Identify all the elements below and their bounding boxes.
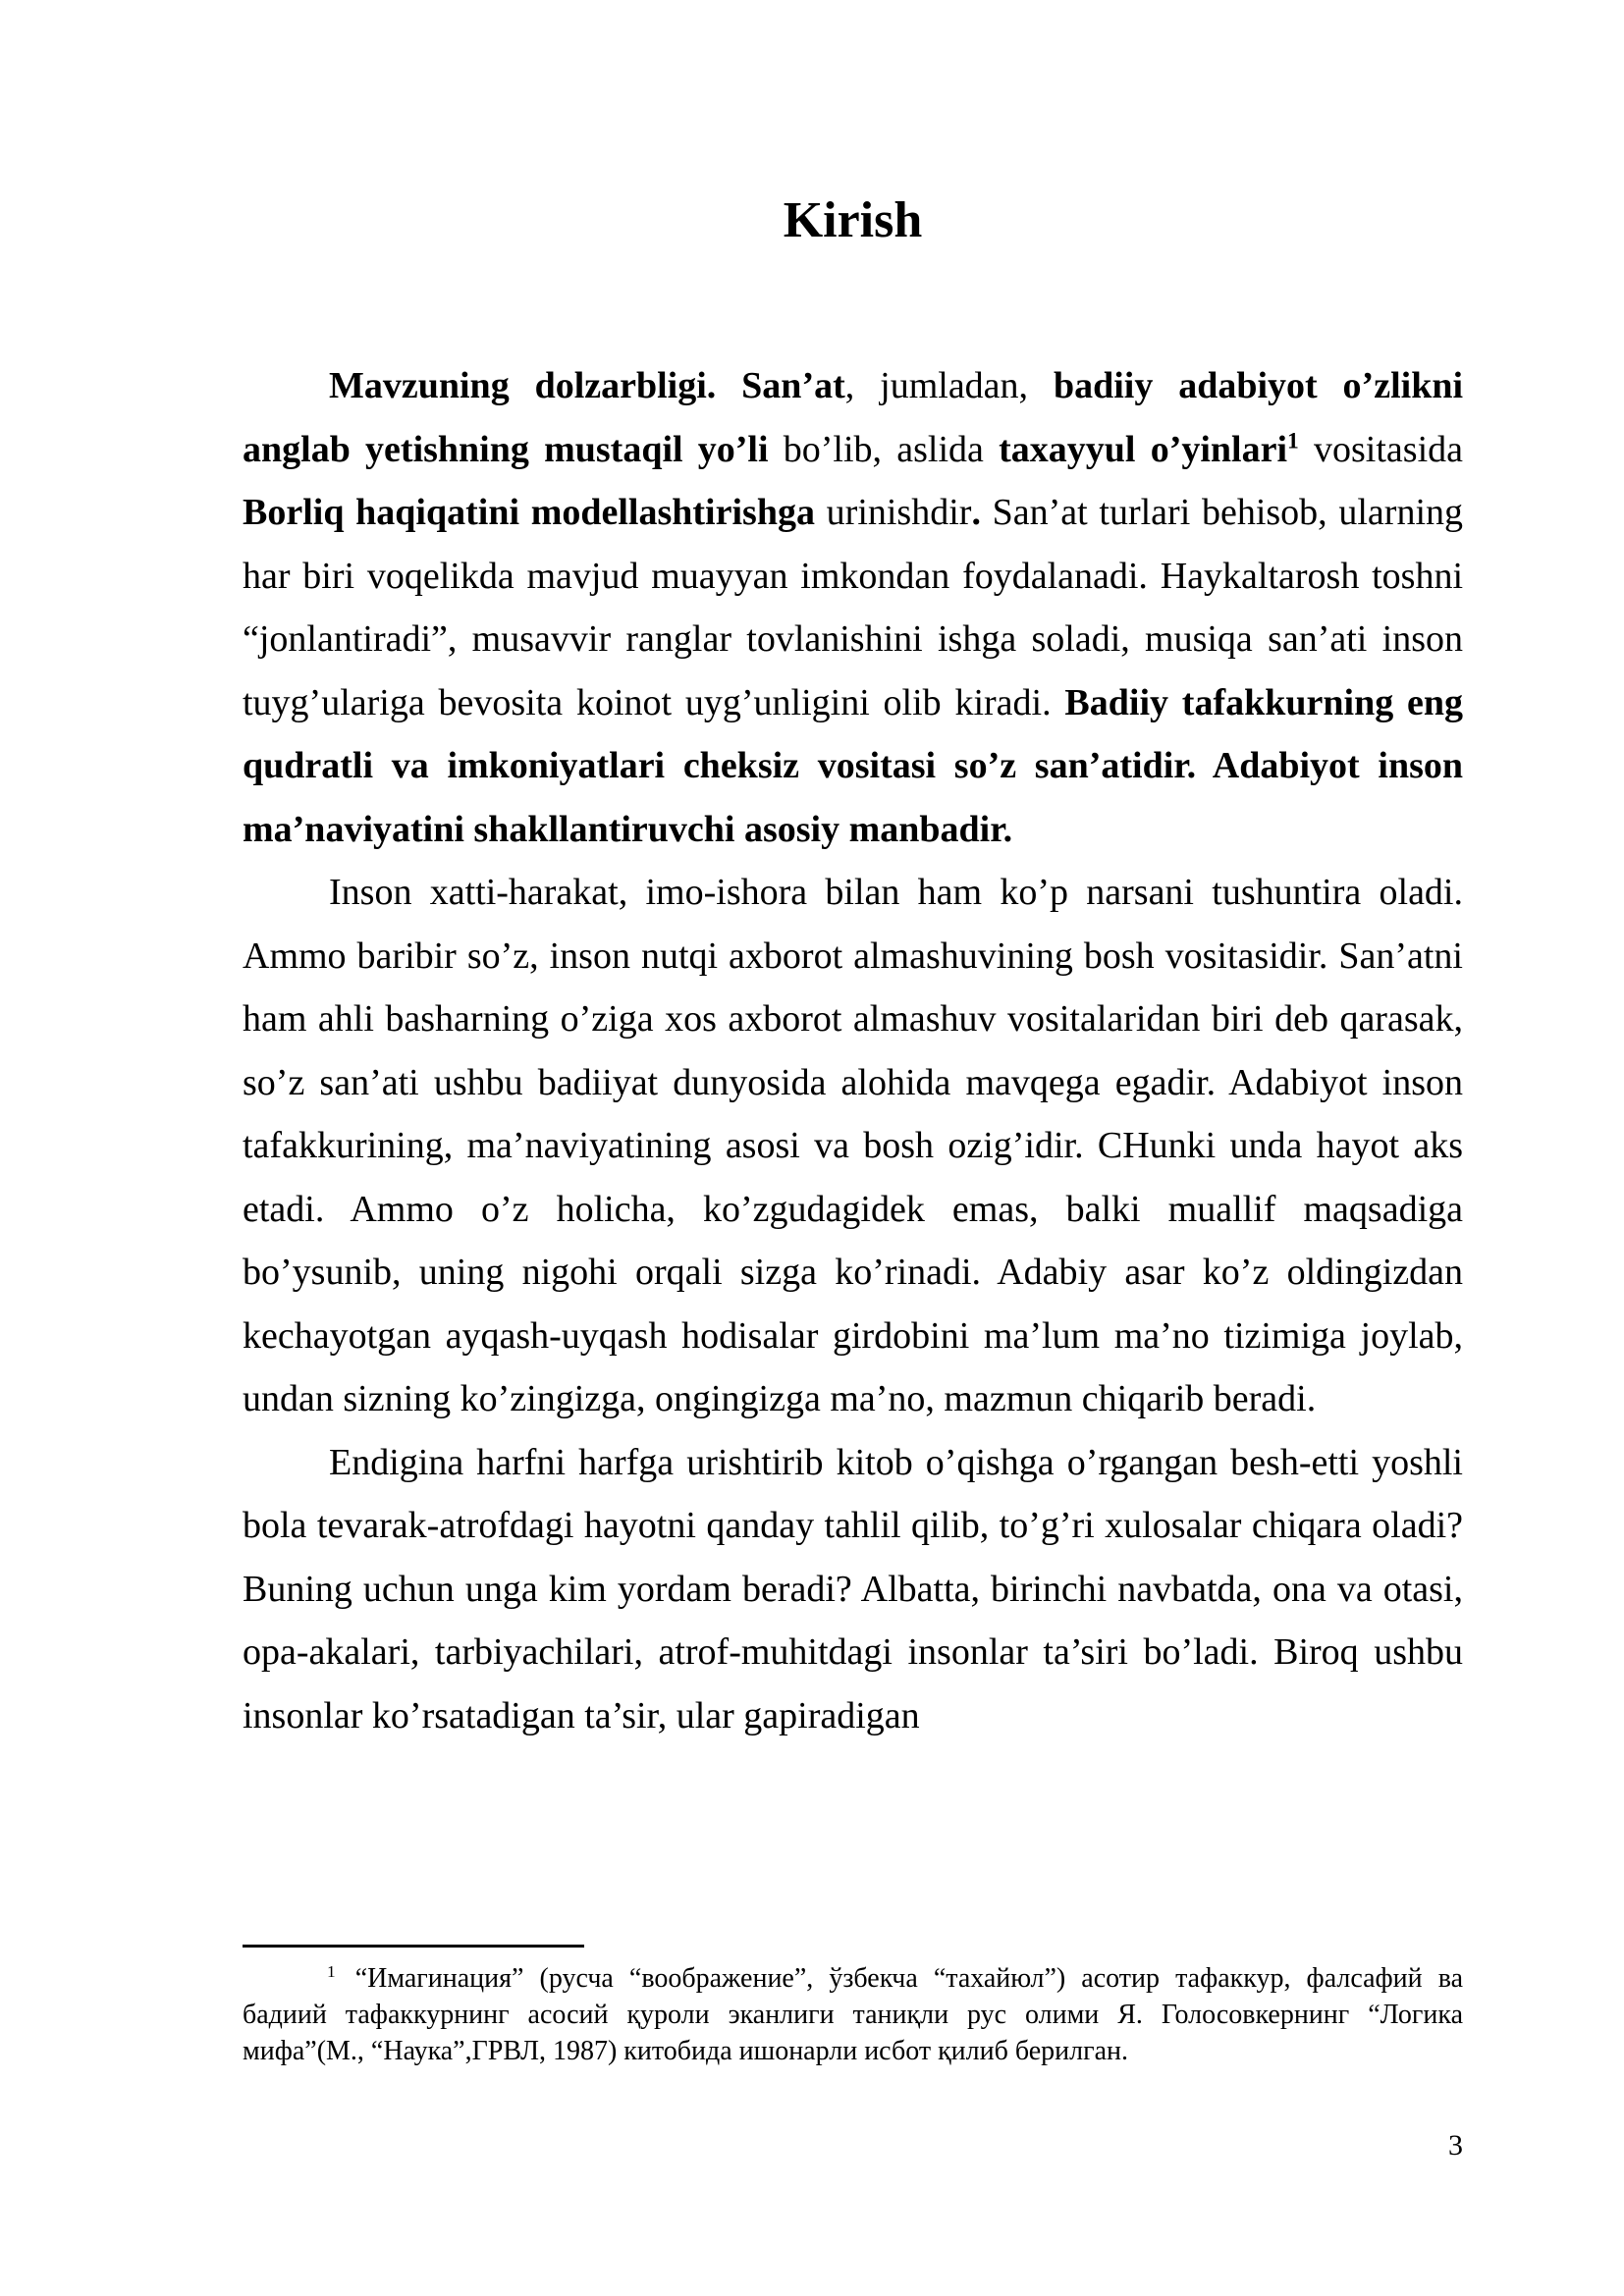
text-segment: . — [971, 492, 993, 533]
paragraph — [243, 1431, 1463, 1748]
body-paragraphs — [243, 354, 1463, 1747]
text-segment: , jumladan, — [844, 365, 1054, 406]
text-segment: urinishdir — [814, 492, 972, 533]
text-segment: bo’lib, aslida — [768, 428, 1000, 470]
page-number: 3 — [1448, 2129, 1463, 2162]
text-segment: Inson xatti-harakat, imo-ishora bilan ham ko’p narsani tushuntira oladi. Ammo baribir so’z, inson nutqi axborot almashuvining bosh vositasidir. San’atni ham ahli basharning o’ziga xos axborot almashuv vositalaridan biri deb qarasak, so’z san’ati ushbu badiiyat dunyosida alohida mavqega egadir. Adabiyot inson tafakkurining, ma’naviyatining asosi va bosh ozig’idir. CHunki unda hayot aks etadi. Ammo o’z holicha, ko’zgudagidek emas, balki muallif maqsadiga bo’ysunib, uning nigohi orqali sizga ko’rinadi. Adabiy asar ko’z oldingizdan kechayotgan ayqash-uyqash hodisalar girdobini ma’lum ma’no tizimiga joylab, undan sizning ko’zingizga, ongingizga ma’no, mazmun chiqarib beradi. — [243, 872, 1463, 1419]
footnote-marker: 1 — [327, 1961, 336, 1981]
text-segment: taxayyul o’yinlari — [999, 428, 1288, 470]
footnote-text: “Имагинация” (русча “воображение”, ўзбекча “тахайюл”) асотир тафаккур, фалсафий ва бадиий тафаккурнинг асосий қуроли эканлиги таниқли рус олими Я. Голосовкернинг “Логика мифа”(М., “Наука”,ГРВЛ, 1987) китобида ишонарли исбот қилиб берилган. — [243, 1963, 1463, 2066]
paragraph — [243, 354, 1463, 861]
text-segment: San’at turlari behisob, ularning har biri voqelikda mavjud muayyan imkondan foydalanadi. Haykaltarosh toshni “jonlantiradi”, musavvir ranglar tovlanishini ishga soladi, musiqa san’ati inson tuyg’ulariga bevosita koinot uyg’unligini olib kiradi. — [243, 492, 1463, 723]
text-segment: Mavzuning dolzarbligi. San’at — [329, 365, 845, 406]
text-segment: Borliq haqiqatini modellashtirishga — [243, 492, 815, 533]
text-segment: Badiiy tafakkurning eng qudratli va imkoniyatlari cheksiz vositasi so’z san’atidir. Adabiyot inson ma’naviyatini shakllantiruvchi asosiy manbadir. — [243, 681, 1463, 850]
footnote-reference: 1 — [1287, 427, 1299, 454]
footnote-separator — [243, 1945, 584, 1948]
page-title: Kirish — [783, 192, 923, 248]
text-segment: Endigina harfni harfga urishtirib kitob o’qishga o’rgangan besh-etti yoshli bola tevarak-atrofdagi hayotni qanday tahlil qilib, to’g’ri xulosalar chiqara oladi? Buning uchun unga kim yordam beradi? Albatta, birinchi navbatda, ona va otasi, opa-akalari, tarbiyachilari, atrof-muhitdagi insonlar ta’siri bo’ladi. Biroq ushbu insonlar ko’rsatadigan ta’sir, ular gapiradigan — [243, 1441, 1463, 1736]
footnote — [243, 1960, 1463, 2069]
paragraph — [243, 861, 1463, 1431]
footnote-text-block — [243, 1960, 1463, 2069]
text-segment: vositasida — [1298, 428, 1463, 470]
text-segment: badiiy adabiyot o’zlikni anglab yetishning mustaqil yo’li — [243, 365, 1464, 470]
